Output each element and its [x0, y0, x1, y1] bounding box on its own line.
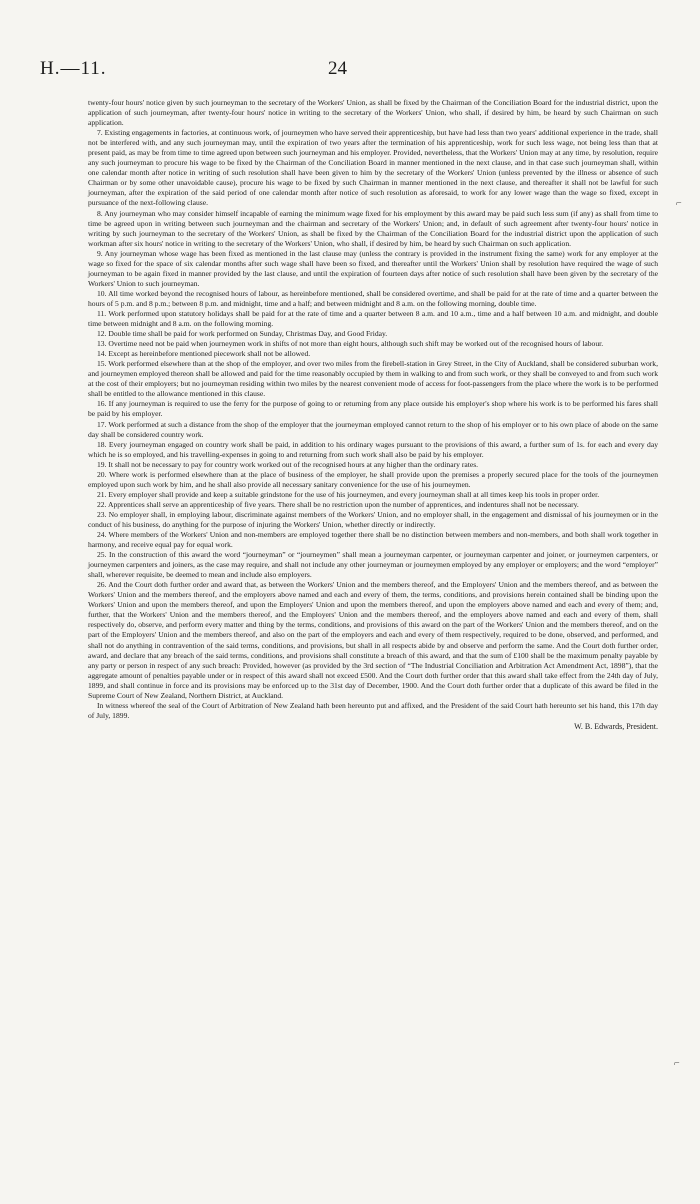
signature: W. B. Edwards, President. — [574, 721, 658, 731]
page-number: 24 — [328, 58, 347, 79]
clause-26: 26. And the Court doth further order and award that, as between the Workers' Union and the members thereof, and the Employers' Union and the members thereof, and as between the Workers' Union and the members thereof, and the employers above named and each and every of them, the terms, conditions, and provisions herein contained shall be binding upon the Workers' Union and upon the members thereof, and upon the Employers' Union and upon the members thereof, and upon the employers above named and each and every of them; and, further, that the Workers' Union and the members thereof, and the Employers' Union and the members thereof, and the employers above named and each and every of them, shall respectively do, observe, and perform every matter and thing by the terms, conditions, and provisions of this award on the part of the Workers' Union and the members thereof, and on the part of the Employers' Union and the members thereof, and also on the part of the employers and each and every of them respectively, required to be done, observed, and performed, and shall not do anything in contravention of the said terms, conditions, and provisions, but shall in all respects abide by and observe and perform the same. And the Court doth further order, award, and declare that any breach of the said terms, conditions, and provisions shall constitute a breach of this award, and that the sum of £100 shall be the maximum penalty payable by any party or person in respect of any such breach: Provided, however (as provided by the 3rd section of “The Industrial Conciliation and Arbitration Act Amendment Act, 1898”), that the aggregate amount of penalties payable under or in respect of this award shall not exceed £500. And the Court doth further order that this award shall take effect from the 24th day of July, 1899, and shall continue in force and its provisions may be enforced up to the 31st day of December, 1900. And the Court doth further order that a duplicate of this award be filed in the Supreme Court of New Zealand, Northern District, at Auckland. — [88, 580, 658, 700]
margin-tick-mark: ⌐ — [676, 198, 682, 209]
clause-20: 20. Where work is performed elsewhere than at the place of business of the employer, he shall provide upon the premises a properly secured place for the tools of the journeymen employed upon such work by him, and he shall also provide all necessary sanitary convenience for the use of his journeymen. — [88, 469, 658, 489]
clause-9: 9. Any journeyman whose wage has been fixed as mentioned in the last clause may (unless the contrary is provided in the instrument fixing the same) work for any employer at the wage so fixed for the space of six calendar months after such wage shall have been so fixed, and thereafter until the Workers' Union shall by resolution have required the wage of such journeyman to be again fixed in manner provided by the last clause, and until the expiration of fourteen days after notice of such resolution shall have been given by the secretary of the Workers' Union to such journeyman. — [88, 248, 658, 288]
clause-14: 14. Except as hereinbefore mentioned piecework shall not be allowed. — [97, 349, 311, 359]
document-body — [88, 98, 658, 732]
clause-10: 10. All time worked beyond the recognised hours of labour, as hereinbefore mentioned, shall be considered overtime, and shall be paid for at the rate of time and a quarter between the hours of 5 p.m. and 8 p.m.; between 8 p.m. and midnight, time and a half; and between midnight and 8 a.m. on the following morning, double time. — [88, 288, 658, 308]
clause-22: 22. Apprentices shall serve an apprenticeship of five years. There shall be no restriction upon the number of apprentices, and indentures shall not be necessary. — [97, 499, 579, 509]
document-reference: H.—11. — [40, 58, 107, 79]
clause-21: 21. Every employer shall provide and keep a suitable grindstone for the use of his journeymen, and every journeyman shall at all times keep his tools in proper order. — [97, 489, 600, 499]
clause-25: 25. In the construction of this award the word “journeyman” or “journeymen” shall mean a journeyman carpenter, or journeyman carpenter and joiner, or journeymen carpenters, or journeymen carpenters and joiners, as the case may require, and shall not include any other journeyman or journeymen employed by any employer or employers; and the word “employer” shall, wherever requisite, be deemed to mean and include also employers. — [88, 550, 658, 580]
witness-clause: In witness whereof the seal of the Court of Arbitration of New Zealand hath been hereunto put and affixed, and the President of the said Court hath hereunto set his hand, this 17th day of July, 1899. — [88, 700, 658, 720]
clause-17: 17. Work performed at such a distance from the shop of the employer that the journeyman employed cannot return to the shop of his employer or to his own place of abode on the same day shall be considered country work. — [88, 419, 658, 439]
clause-8: 8. Any journeyman who may consider himself incapable of earning the minimum wage fixed for his employment by this award may be paid such less sum (if any) as shall from time to time be agreed upon in writing between such journeyman and the chairman and secretary of the Workers' Union; and, in default of such agreement after twenty-four hours' notice in writing by such journeyman to the secretary of the Workers' Union, as shall be fixed by the Chairman of the Conciliation Board for the industrial district upon the application of such workman after six hours' notice in writing to the secretary of the Workers' Union, who shall, if desired by him, be heard by such Chairman on such application. — [88, 208, 658, 248]
clause-12: 12. Double time shall be paid for work performed on Sunday, Christmas Day, and Good Friday. — [97, 329, 388, 339]
clause-15: 15. Work performed elsewhere than at the shop of the employer, and over two miles from the firebell-station in Grey Street, in the City of Auckland, shall be considered suburban work, and journeymen employed thereon shall be allowed and paid for the time reasonably occupied by them in walking to and from such work, or they shall be conveyed to and from such work at the cost of their employers; but no journeyman residing within two miles by the nearest convenient mode of access for foot-passengers from the place where the work is to be performed shall be entitled to the allowance mentioned in this clause. — [88, 359, 658, 399]
clause-24: 24. Where members of the Workers' Union and non-members are employed together there shall be no distinction between members and non-members, and both shall work together in harmony, and receive equal pay for equal work. — [88, 530, 658, 550]
page-header — [0, 58, 700, 82]
clause-13: 13. Overtime need not be paid when journeymen work in shifts of not more than eight hours, although such shift may be worked out of the recognised hours of labour. — [97, 339, 604, 349]
clause-11: 11. Work performed upon statutory holidays shall be paid for at the rate of time and a quarter between 8 a.m. and 10 a.m., time and a half between 10 a.m. and midnight, and double time between midnight and 8 a.m. on the following morning. — [88, 308, 658, 329]
clause-16: 16. If any journeyman is required to use the ferry for the purpose of going to or returning from any place outside his employer's shop where his work is to be performed his fares shall be paid by his employer. — [88, 399, 658, 419]
paragraph-continuation: twenty-four hours' notice given by such journeyman to the secretary of the Workers' Union, as shall be fixed by the Chairman of the Conciliation Board for the industrial district, upon the application of such journeyman, after twenty-four hours' notice in writing to the secretary of the Workers' Union, who shall, if desired by him, be heard by such Chairman on such application. — [88, 98, 658, 128]
clause-19: 19. It shall not be necessary to pay for country work worked out of the recognised hours at any higher than the ordinary rates. — [97, 459, 479, 469]
clause-7: 7. Existing engagements in factories, at continuous work, of journeymen who have served their apprenticeship, but have had less than two years' additional experience in the trade, shall not be interfered with, and any such journeyman may, until the expiration of two years after the termination of his apprenticeship, work for such less wage, not being less than that at present paid, as may be from time to time agreed upon between such journeyman and his employer. Provided, nevertheless, that the Workers' Union may at any time, by resolution, require any such journeyman to procure his wage to be fixed by the Chairman of the Conciliation Board in manner mentioned in the next clause, and in that case such journeyman shall, within one calendar month after notice in writing of such resolution shall have been given to him by the secretary of the Workers' Union (unless prevented by the illness or absence of such Chairman or by some other unavoidable cause), procure his wage to be fixed by such Chairman in manner mentioned in the next clause, and thereafter it shall not be lawful for such journeyman, after the expiration of the said period of one calendar month after notice of such resolution as aforesaid, to work for any lower wage than the wage so fixed, except in pursuance of the next-following clause. — [88, 128, 658, 208]
clause-18: 18. Every journeyman engaged on country work shall be paid, in addition to his ordinary wages pursuant to the provisions of this award, a further sum of 1s. for each and every day which he is so employed, and his travelling-expenses in going to and returning from such work shall also be paid by his employer. — [88, 439, 658, 459]
margin-tick-mark: ⌐ — [674, 1058, 680, 1069]
clause-23: 23. No employer shall, in employing labour, discriminate against members of the Workers' Union, and no employer shall, in the engagement and dismissal of his journeymen or in the conduct of his business, do anything for the purpose of injuring the Workers' Union, whether directly or indirectly. — [88, 509, 658, 529]
